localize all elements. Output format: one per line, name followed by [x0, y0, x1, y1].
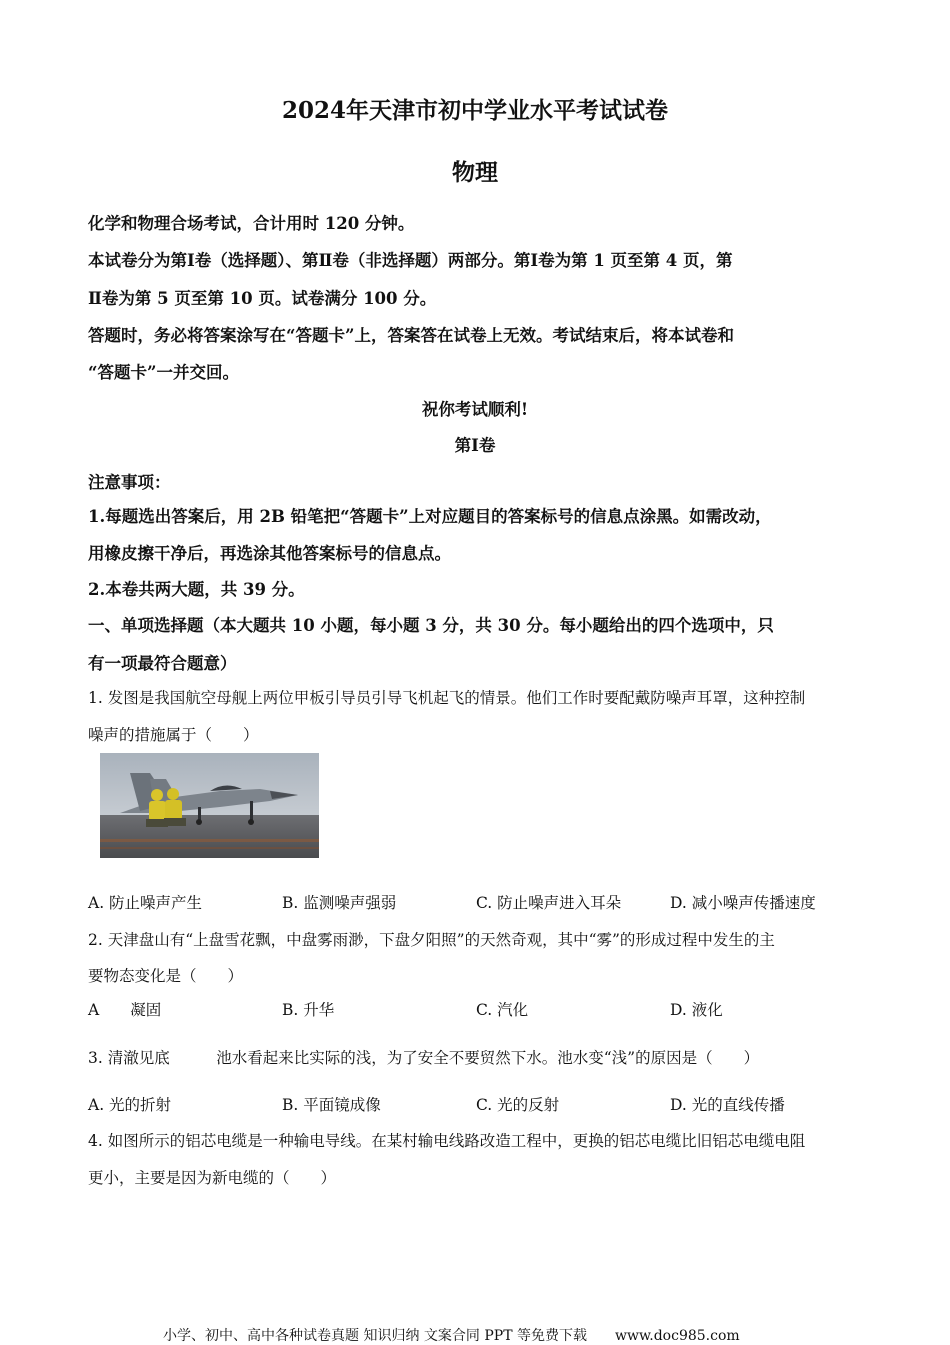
carrier-deck-illustration — [100, 753, 319, 858]
question-3-stem-line-1: 3. 清澈见底 池水看起来比实际的浅，为了安全不要贸然下水。池水变“浅”的原因是（ ） — [88, 1049, 760, 1067]
question-2-stem-line-2: 要物态变化是（ ） — [88, 967, 244, 985]
question-1-stem-line-2: 噪声的措施属于（ ） — [88, 726, 259, 744]
question-2-option-b: B. 升华 — [282, 1001, 335, 1019]
part-heading: 第Ⅰ卷 — [454, 436, 496, 455]
subject-title: 物理 — [452, 159, 498, 186]
intro-line-2: 本试卷分为第Ⅰ卷（选择题）、第Ⅱ卷（非选择题）两部分。第Ⅰ卷为第 1 页至第 4 页，第 — [88, 251, 733, 270]
question-3-option-d: D. 光的直线传播 — [670, 1096, 785, 1114]
question-2-option-a: A 凝固 — [88, 1001, 162, 1019]
question-1-option-b: B. 监测噪声强弱 — [282, 894, 397, 912]
question-3-option-c: C. 光的反射 — [476, 1096, 560, 1114]
question-2-option-d: D. 液化 — [670, 1001, 723, 1019]
notes-heading: 注意事项： — [88, 473, 171, 492]
intro-line-4: 答题时，务必将答案涂写在“答题卡”上，答案答在试卷上无效。考试结束后，将本试卷和 — [88, 326, 734, 345]
question-2-option-c: C. 汽化 — [476, 1001, 529, 1019]
question-1-option-a: A. 防止噪声产生 — [88, 894, 203, 912]
question-1-option-c: C. 防止噪声进入耳朵 — [476, 894, 622, 912]
intro-line-1: 化学和物理合场考试，合计用时 120 分钟。 — [88, 214, 415, 233]
question-2-stem-line-1: 2. 天津盘山有“上盘雪花飘，中盘雾雨渺，下盘夕阳照”的天然奇观，其中“雾”的形成过程中发生的主 — [88, 931, 775, 949]
section-1-heading-line-2: 有一项最符合题意） — [88, 654, 237, 673]
question-1-stem-line-1: 1. 发图是我国航空母舰上两位甲板引导员引导飞机起飞的情景。他们工作时要配戴防噪声耳罩，这种控制 — [88, 689, 806, 707]
carrier-deck-photo — [100, 753, 319, 858]
note-item-1-line-2: 用橡皮擦干净后，再选涂其他答案标号的信息点。 — [88, 544, 451, 563]
intro-line-3: Ⅱ卷为第 5 页至第 10 页。试卷满分 100 分。 — [88, 289, 437, 308]
section-1-heading-line-1: 一、单项选择题（本大题共 10 小题，每小题 3 分，共 30 分。每小题给出的四个选项中，只 — [88, 616, 774, 635]
page-footer: 小学、初中、高中各种试卷真题 知识归纳 文案合同 PPT 等免费下载 www.doc985.com — [163, 1328, 740, 1344]
note-item-1-line-1: 1.每题选出答案后，用 2B 铅笔把“答题卡”上对应题目的答案标号的信息点涂黑。如需改动， — [88, 507, 772, 526]
note-item-2: 2.本卷共两大题，共 39 分。 — [88, 580, 305, 599]
intro-line-5: “答题卡”一并交回。 — [88, 363, 239, 382]
question-4-stem-line-1: 4. 如图所示的铝芯电缆是一种输电导线。在某村输电线路改造工程中，更换的铝芯电缆比旧铝芯电缆电阻 — [88, 1132, 806, 1150]
question-3-option-b: B. 平面镜成像 — [282, 1096, 381, 1114]
question-1-option-d: D. 减小噪声传播速度 — [670, 894, 816, 912]
wish-text: 祝你考试顺利! — [421, 400, 529, 419]
exam-title: 2024年天津市初中学业水平考试试卷 — [281, 97, 668, 124]
question-3-option-a: A. 光的折射 — [88, 1096, 172, 1114]
question-4-stem-line-2: 更小，主要是因为新电缆的（ ） — [88, 1169, 337, 1187]
